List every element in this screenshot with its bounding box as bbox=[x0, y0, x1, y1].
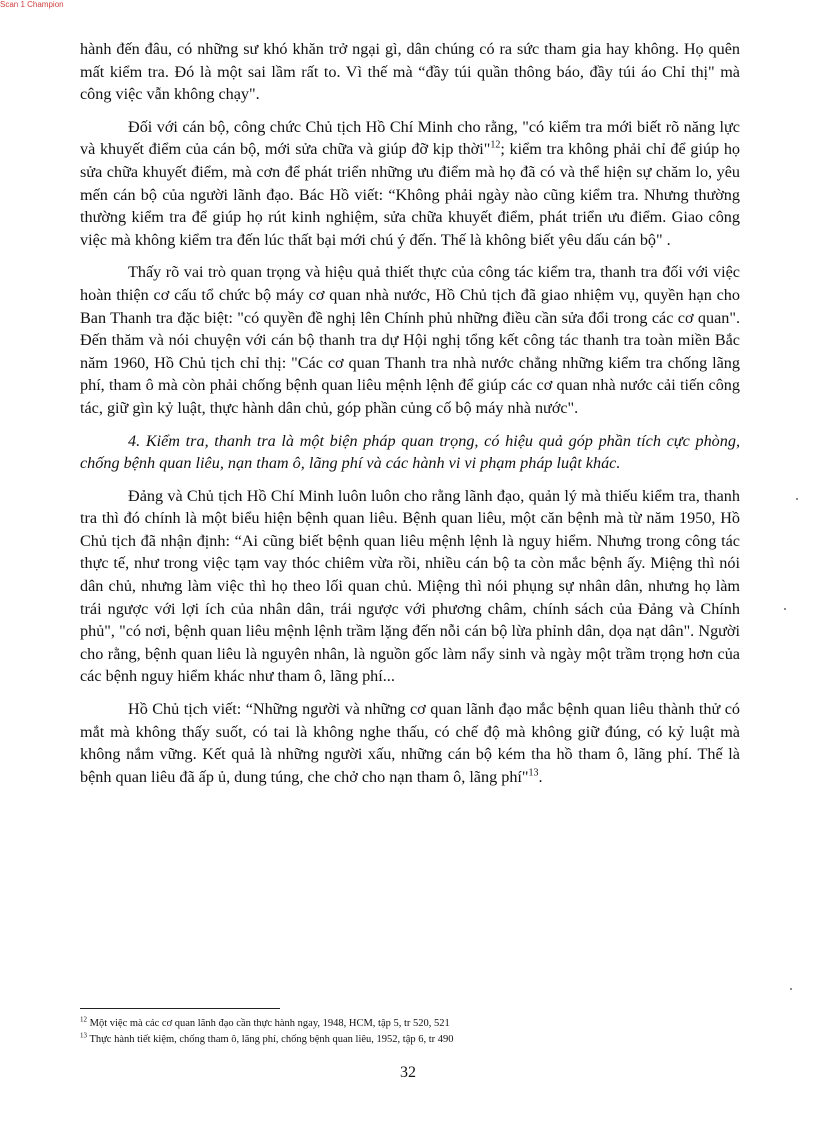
footnote-number: 13 bbox=[80, 1031, 87, 1040]
scan-speck bbox=[790, 988, 792, 990]
footnote-text: Một việc mà các cơ quan lãnh đạo cần thực hành ngay, 1948, HCM, tập 5, tr 520, 521 bbox=[89, 1018, 450, 1029]
scan-speck bbox=[796, 498, 798, 500]
footnote-12 bbox=[80, 1016, 740, 1032]
paragraph-2 bbox=[80, 116, 740, 252]
paragraph-1: hành đến đâu, có những sư khó khăn trở ngại gì, dân chúng có ra sức tham gia hay không. Họ quên mất kiểm tra. Đó là một sai lầm rất to. Vì thế mà “đầy túi quần thông báo, đầy túi áo Chỉ thị" mà công việc vẫn không chạy". bbox=[80, 40, 740, 104]
section-heading: 4. Kiểm tra, thanh tra là một biện pháp quan trọng, có hiệu quả góp phần tích cực phòng, chống bệnh quan liêu, nạn tham ô, lãng phí và các hành vi vi phạm pháp luật khác. bbox=[80, 431, 740, 473]
footnote-ref-13: 13 bbox=[528, 767, 539, 779]
footnote-ref-12: 12 bbox=[490, 139, 501, 151]
paragraph-2-part-1: Đối với cán bộ, công chức Chủ tịch Hồ Chí Minh cho rằng, "có kiểm tra mới biết rõ năng lực và khuyết điểm của cán bộ, mới sửa chữa và giúp đỡ kịp thời" bbox=[80, 117, 740, 159]
paragraph-4: Đảng và Chủ tịch Hồ Chí Minh luôn luôn cho rằng lãnh đạo, quản lý mà thiếu kiểm tra, thanh tra thì đó chính là một biểu hiện bệnh quan liêu. Bệnh quan liêu, một căn bệnh mà từ năm 1950, Hồ Chủ tịch đã nhận định: “Ai cũng biết bệnh quan liêu mệnh lệnh là nguy hiểm. Nhưng trong công tác thực tế, như trong việc tạm vay thóc chiêm vừa rồi, nhiều cán bộ ta còn mắc bệnh ấy. Miệng thì nói dân chủ, nhưng làm việc thì họ theo lối quan chủ. Miệng thì nói phụng sự nhân dân, nhưng họ làm trái ngược với lợi ích của nhân dân, trái ngược với phương châm, chính sách của Đảng và Chính phủ", "có nơi, bệnh quan liêu mệnh lệnh trầm lặng đến nỗi cán bộ lừa phỉnh dân, dọa nạt dân". Người cho rằng, bệnh quan liêu là nguyên nhân, là nguồn gốc làm nẩy sinh và ngày một trầm trọng hơn của các bệnh nguy hiểm khác như tham ô, lãng phí... bbox=[80, 486, 740, 686]
paragraph-5 bbox=[80, 698, 740, 788]
footnote-number: 12 bbox=[80, 1015, 87, 1024]
paragraph-5-end: . bbox=[538, 767, 543, 786]
footnote-text: Thực hành tiết kiệm, chống tham ô, lãng phí, chống bệnh quan liêu, 1952, tập 6, tr 490 bbox=[89, 1034, 454, 1045]
document-page bbox=[80, 38, 740, 788]
footnote-separator bbox=[80, 1008, 280, 1009]
scan-speck bbox=[784, 608, 786, 610]
page-number: 32 bbox=[400, 1064, 416, 1081]
paragraph-5-text: Hồ Chủ tịch viết: “Những người và những cơ quan lãnh đạo mắc bệnh quan liêu thành thử có mắt mà không thấy suốt, có tai là không nghe thấu, có chế độ mà không giữ đúng, có kỷ luật mà không nắm vững. Kết quả là những người xấu, những cán bộ kém tha hồ tham ô, lãng phí. Thế là bệnh quan liêu đã ấp ủ, dung túng, che chở cho nạn tham ô, lãng phí" bbox=[80, 700, 740, 786]
watermark: Scan 1 Champion bbox=[0, 0, 64, 9]
footnote-13 bbox=[80, 1032, 740, 1048]
footnotes bbox=[80, 1016, 740, 1048]
paragraph-3: Thấy rõ vai trò quan trọng và hiệu quả thiết thực của công tác kiểm tra, thanh tra đối với việc hoàn thiện cơ cấu tổ chức bộ máy cơ quan nhà nước, Hồ Chủ tịch đã giao nhiệm vụ, quyền hạn cho Ban Thanh tra đặc biệt: "có quyền đề nghị lên Chính phủ những điều cần sửa đổi trong các cơ quan". Đến thăm và nói chuyện với cán bộ thanh tra dự Hội nghị tổng kết công tác thanh tra toàn miền Bắc năm 1960, Hồ Chủ tịch chỉ thị: "Các cơ quan Thanh tra nhà nước chẳng những kiểm tra chống lãng phí, tham ô mà còn phải chống bệnh quan liêu mệnh lệnh để giúp các cơ quan nhà nước cải tiến công tác, giữ gìn kỷ luật, thực hành dân chủ, góp phần củng cố bộ máy nhà nước". bbox=[80, 263, 740, 417]
paragraph-2-part-2: ; kiểm tra không phải chỉ để giúp họ sửa chữa khuyết điểm, mà cơn để phát triển những ưu điểm mà họ đã có và thể hiện sự chăm lo, yêu mến cán bộ của người lãnh đạo. Bác Hồ viết: “Không phải ngày nào cũng kiểm tra. Nhưng thường thường kiểm tra để giúp họ rút kinh nghiệm, sửa chữa khuyết điểm, phát triển ưu điểm. Giao công việc mà không kiểm tra đến lúc thất bại mới chú ý đến. Thế là không biết yêu dấu cán bộ" . bbox=[80, 140, 741, 249]
